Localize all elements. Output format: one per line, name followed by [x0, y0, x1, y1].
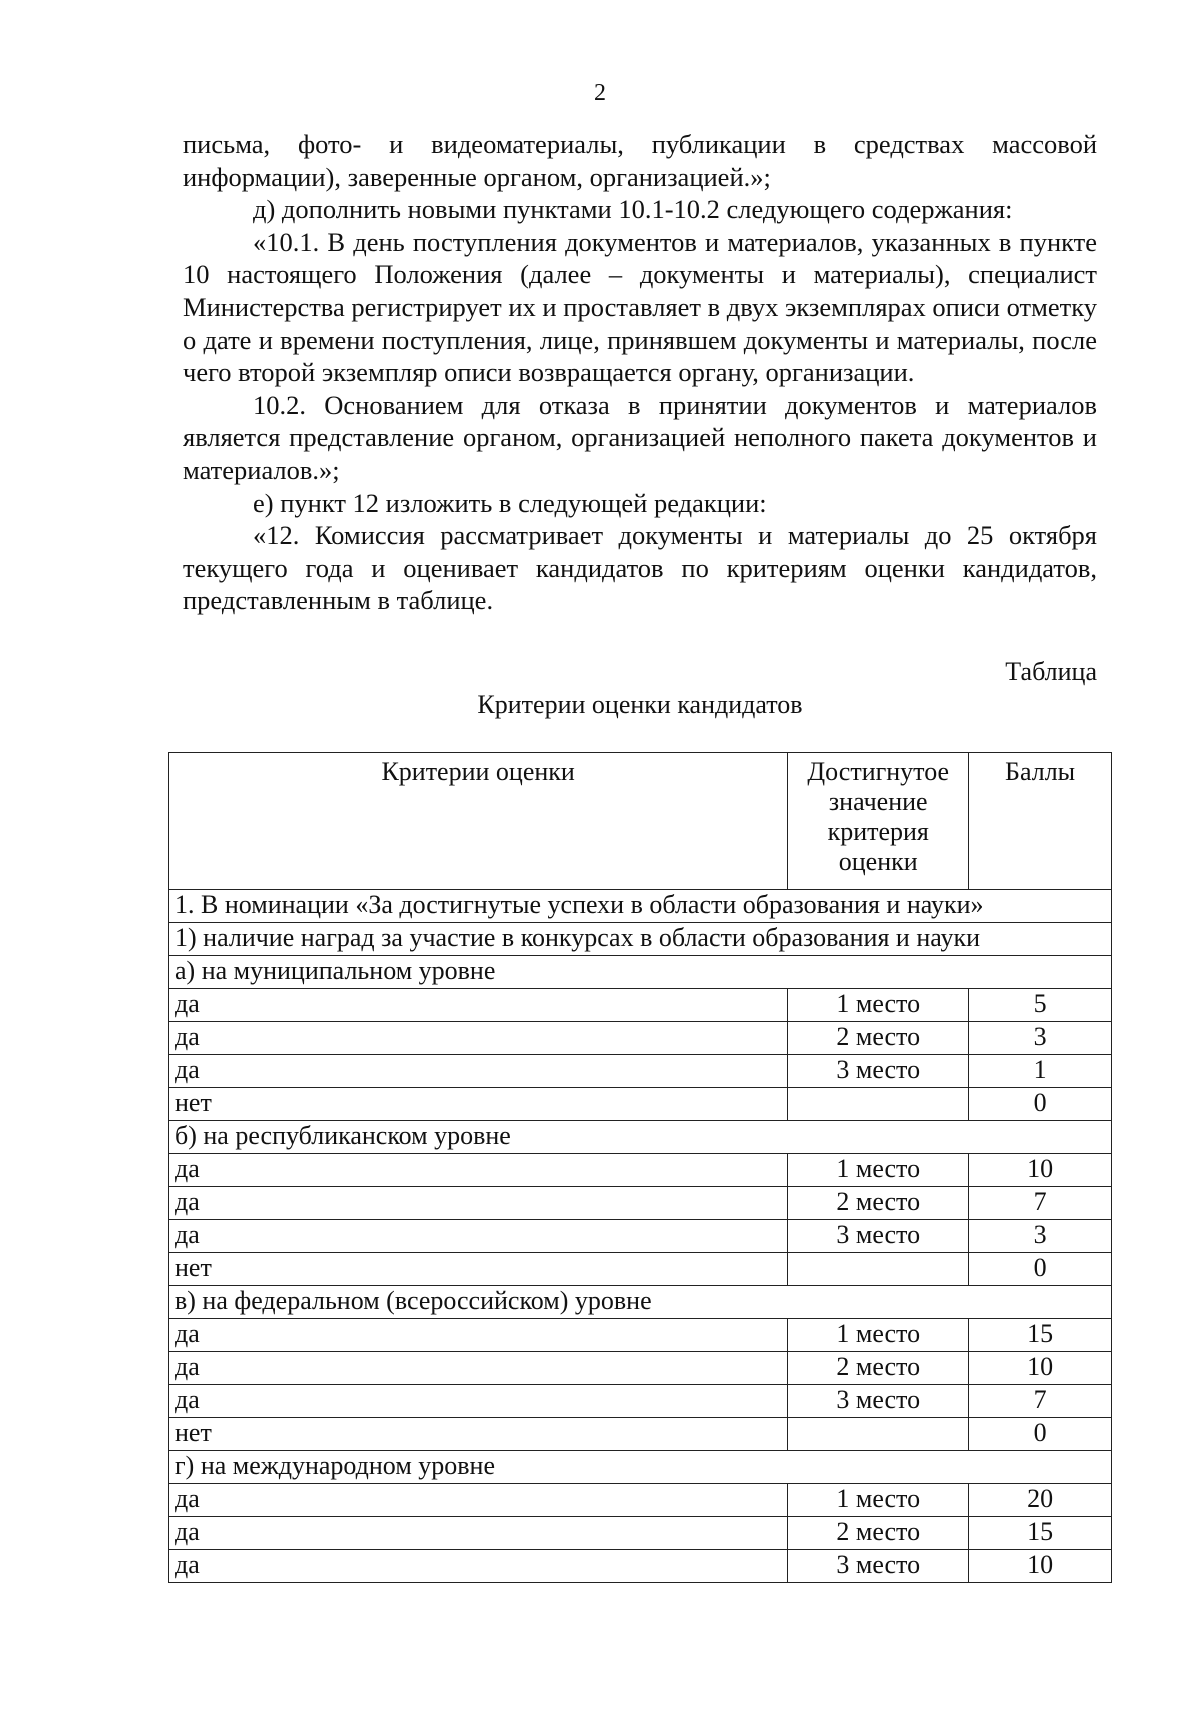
table-row — [169, 1385, 1112, 1418]
achieved-value-cell: 2 место — [788, 1187, 969, 1220]
achieved-value-cell — [788, 1418, 969, 1451]
criterion-cell: да — [169, 1385, 788, 1418]
points-cell: 3 — [969, 1220, 1112, 1253]
paragraph: «12. Комиссия рассматривает документы и материалы до 25 октября текущего года и оценивает кандидатов по критериям оценки кандидатов, представленным в таблице. — [183, 520, 1097, 616]
section-heading: 1) наличие наград за участие в конкурсах в области образования и науки — [169, 923, 1112, 956]
achieved-value-cell: 2 место — [788, 1022, 969, 1055]
table-row — [169, 1088, 1112, 1121]
points-cell: 15 — [969, 1319, 1112, 1352]
document-body — [183, 128, 1097, 617]
section-heading: б) на республиканском уровне — [169, 1121, 1112, 1154]
table-title: Критерии оценки кандидатов — [477, 690, 803, 719]
table-body — [169, 890, 1112, 1583]
table-section-row — [169, 890, 1112, 923]
achieved-value-cell: 3 место — [788, 1220, 969, 1253]
table-row — [169, 1319, 1112, 1352]
section-heading: г) на международном уровне — [169, 1451, 1112, 1484]
criterion-cell: да — [169, 1484, 788, 1517]
table-row — [169, 989, 1112, 1022]
points-cell: 0 — [969, 1253, 1112, 1286]
points-cell: 15 — [969, 1517, 1112, 1550]
table-header-row — [169, 753, 1112, 890]
criterion-cell: да — [169, 1022, 788, 1055]
header-criteria: Критерии оценки — [169, 753, 788, 890]
table-row — [169, 1517, 1112, 1550]
table-row — [169, 1187, 1112, 1220]
table-section-row — [169, 1121, 1112, 1154]
points-cell: 1 — [969, 1055, 1112, 1088]
points-cell: 0 — [969, 1418, 1112, 1451]
section-heading: а) на муниципальном уровне — [169, 956, 1112, 989]
table-row — [169, 1484, 1112, 1517]
criteria-table — [168, 752, 1112, 1583]
section-heading: в) на федеральном (всероссийском) уровне — [169, 1286, 1112, 1319]
achieved-value-cell: 3 место — [788, 1385, 969, 1418]
criterion-cell: нет — [169, 1253, 788, 1286]
paragraph: д) дополнить новыми пунктами 10.1-10.2 следующего содержания: — [253, 194, 1013, 225]
table-row — [169, 1055, 1112, 1088]
achieved-value-cell: 2 место — [788, 1352, 969, 1385]
achieved-value-cell: 1 место — [788, 1319, 969, 1352]
table-section-row — [169, 1451, 1112, 1484]
paragraph: «10.1. В день поступления документов и материалов, указанных в пункте 10 настоящего Положения (далее – документы и материалы), специалист Министерства регистрирует их и проставляет в двух экземплярах описи отметку о дате и времени поступления, лице, принявшем документы и материалы, после чего второй экземпляр описи возвращается органу, организации. — [183, 226, 1097, 388]
criterion-cell: да — [169, 989, 788, 1022]
table-row — [169, 1253, 1112, 1286]
points-cell: 20 — [969, 1484, 1112, 1517]
achieved-value-cell: 1 место — [788, 1154, 969, 1187]
criterion-cell: нет — [169, 1418, 788, 1451]
paragraph: 10.2. Основанием для отказа в принятии документов и материалов является представление органом, организацией неполного пакета документов и материалов.»; — [183, 389, 1097, 485]
paragraph: письма, фото- и видеоматериалы, публикации в средствах массовой информации), заверенные органом, организацией.»; — [183, 129, 1097, 192]
points-cell: 0 — [969, 1088, 1112, 1121]
header-achieved-value: Достигнутое значение критерия оценки — [788, 753, 969, 890]
table-section-row — [169, 956, 1112, 989]
achieved-value-cell: 1 место — [788, 1484, 969, 1517]
table-label: Таблица — [1005, 657, 1097, 686]
table-row — [169, 1418, 1112, 1451]
criterion-cell: да — [169, 1154, 788, 1187]
achieved-value-cell: 2 место — [788, 1517, 969, 1550]
table-row — [169, 1022, 1112, 1055]
criterion-cell: да — [169, 1055, 788, 1088]
points-cell: 10 — [969, 1550, 1112, 1583]
table-section-row — [169, 923, 1112, 956]
achieved-value-cell: 1 место — [788, 989, 969, 1022]
paragraph: е) пункт 12 изложить в следующей редакции: — [253, 487, 767, 518]
points-cell: 7 — [969, 1385, 1112, 1418]
achieved-value-cell — [788, 1253, 969, 1286]
page-number: 2 — [594, 80, 606, 106]
criterion-cell: нет — [169, 1088, 788, 1121]
points-cell: 10 — [969, 1352, 1112, 1385]
criterion-cell: да — [169, 1550, 788, 1583]
table-row — [169, 1352, 1112, 1385]
table-row — [169, 1154, 1112, 1187]
criterion-cell: да — [169, 1220, 788, 1253]
points-cell: 5 — [969, 989, 1112, 1022]
criterion-cell: да — [169, 1517, 788, 1550]
achieved-value-cell: 3 место — [788, 1550, 969, 1583]
points-cell: 3 — [969, 1022, 1112, 1055]
criterion-cell: да — [169, 1187, 788, 1220]
criterion-cell: да — [169, 1352, 788, 1385]
criterion-cell: да — [169, 1319, 788, 1352]
achieved-value-cell — [788, 1088, 969, 1121]
table-section-row — [169, 1286, 1112, 1319]
section-heading: 1. В номинации «За достигнутые успехи в области образования и науки» — [169, 890, 1112, 923]
points-cell: 7 — [969, 1187, 1112, 1220]
table-row — [169, 1220, 1112, 1253]
header-points: Баллы — [969, 753, 1112, 890]
table-row — [169, 1550, 1112, 1583]
points-cell: 10 — [969, 1154, 1112, 1187]
achieved-value-cell: 3 место — [788, 1055, 969, 1088]
